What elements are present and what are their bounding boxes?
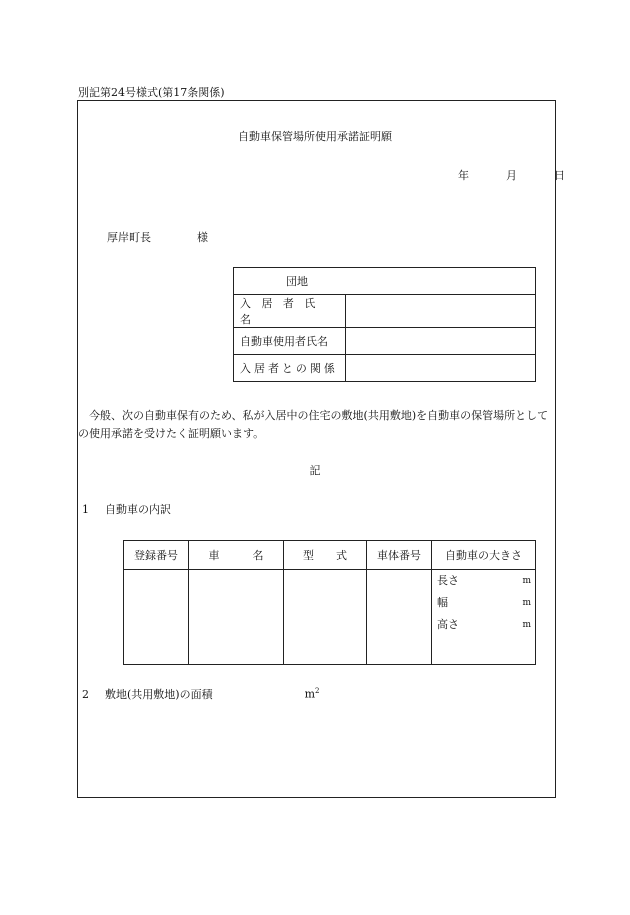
size-cell bbox=[432, 570, 536, 665]
month-label: 月 bbox=[506, 169, 517, 182]
section-1-number: 1 bbox=[82, 503, 89, 516]
header-reg-number: 登録番号 bbox=[124, 541, 189, 570]
width-label: 幅 bbox=[437, 596, 448, 609]
section-1-heading bbox=[82, 501, 171, 517]
height-unit: m bbox=[522, 620, 531, 630]
user-name-field[interactable] bbox=[346, 328, 536, 355]
applicant-table bbox=[233, 267, 536, 382]
length-unit: m bbox=[522, 576, 531, 586]
area-unit-base: m bbox=[304, 688, 316, 701]
length-label: 長さ bbox=[437, 574, 459, 587]
table-header-row bbox=[124, 541, 536, 570]
size-width-row[interactable] bbox=[437, 596, 531, 618]
vehicle-table bbox=[123, 540, 536, 665]
header-body-number: 車体番号 bbox=[367, 541, 432, 570]
table-row bbox=[234, 295, 536, 328]
danchi-label: 団地 bbox=[234, 268, 536, 295]
height-label: 高さ bbox=[437, 618, 459, 631]
addressee bbox=[107, 229, 208, 245]
size-height-row[interactable] bbox=[437, 618, 531, 640]
section-2-heading bbox=[82, 686, 320, 702]
section-2-title: 敷地(共用敷地)の面積 bbox=[105, 688, 213, 701]
addressee-honorific: 様 bbox=[197, 231, 208, 244]
size-length-row[interactable] bbox=[437, 574, 531, 596]
relation-label: 入居者との関係 bbox=[234, 355, 346, 382]
day-label: 日 bbox=[554, 169, 565, 182]
relation-field[interactable] bbox=[346, 355, 536, 382]
year-label: 年 bbox=[458, 169, 469, 182]
addressee-name: 厚岸町長 bbox=[107, 231, 151, 244]
reg-number-field[interactable] bbox=[124, 570, 189, 665]
area-unit-exponent: 2 bbox=[315, 687, 320, 696]
header-size: 自動車の大きさ bbox=[432, 541, 536, 570]
date-line bbox=[458, 167, 565, 183]
area-unit bbox=[305, 687, 320, 701]
request-paragraph bbox=[78, 407, 554, 443]
form-title: 自動車保管場所使用承諾証明願 bbox=[238, 130, 392, 143]
section-2-number: 2 bbox=[82, 688, 89, 701]
model-field[interactable] bbox=[284, 570, 367, 665]
car-name-field[interactable] bbox=[189, 570, 284, 665]
form-number-note: 別記第24号様式(第17条関係) bbox=[78, 86, 225, 99]
table-row bbox=[234, 355, 536, 382]
resident-name-field[interactable] bbox=[346, 295, 536, 328]
section-1-title: 自動車の内訳 bbox=[105, 503, 171, 516]
table-row bbox=[124, 570, 536, 665]
user-name-label: 自動車使用者氏名 bbox=[234, 328, 346, 355]
ki-heading: 記 bbox=[309, 464, 321, 477]
body-number-field[interactable] bbox=[367, 570, 432, 665]
width-unit: m bbox=[522, 598, 531, 608]
request-text: 今般、次の自動車保有のため、私が入居中の住宅の敷地(共用敷地)を自動車の保管場所としての使用承諾を受けたく証明願います。 bbox=[78, 409, 549, 440]
header-car-name: 車 名 bbox=[189, 541, 284, 570]
table-row bbox=[234, 328, 536, 355]
header-model: 型 式 bbox=[284, 541, 367, 570]
table-row bbox=[234, 268, 536, 295]
resident-name-label: 入居者氏名 bbox=[234, 295, 346, 328]
